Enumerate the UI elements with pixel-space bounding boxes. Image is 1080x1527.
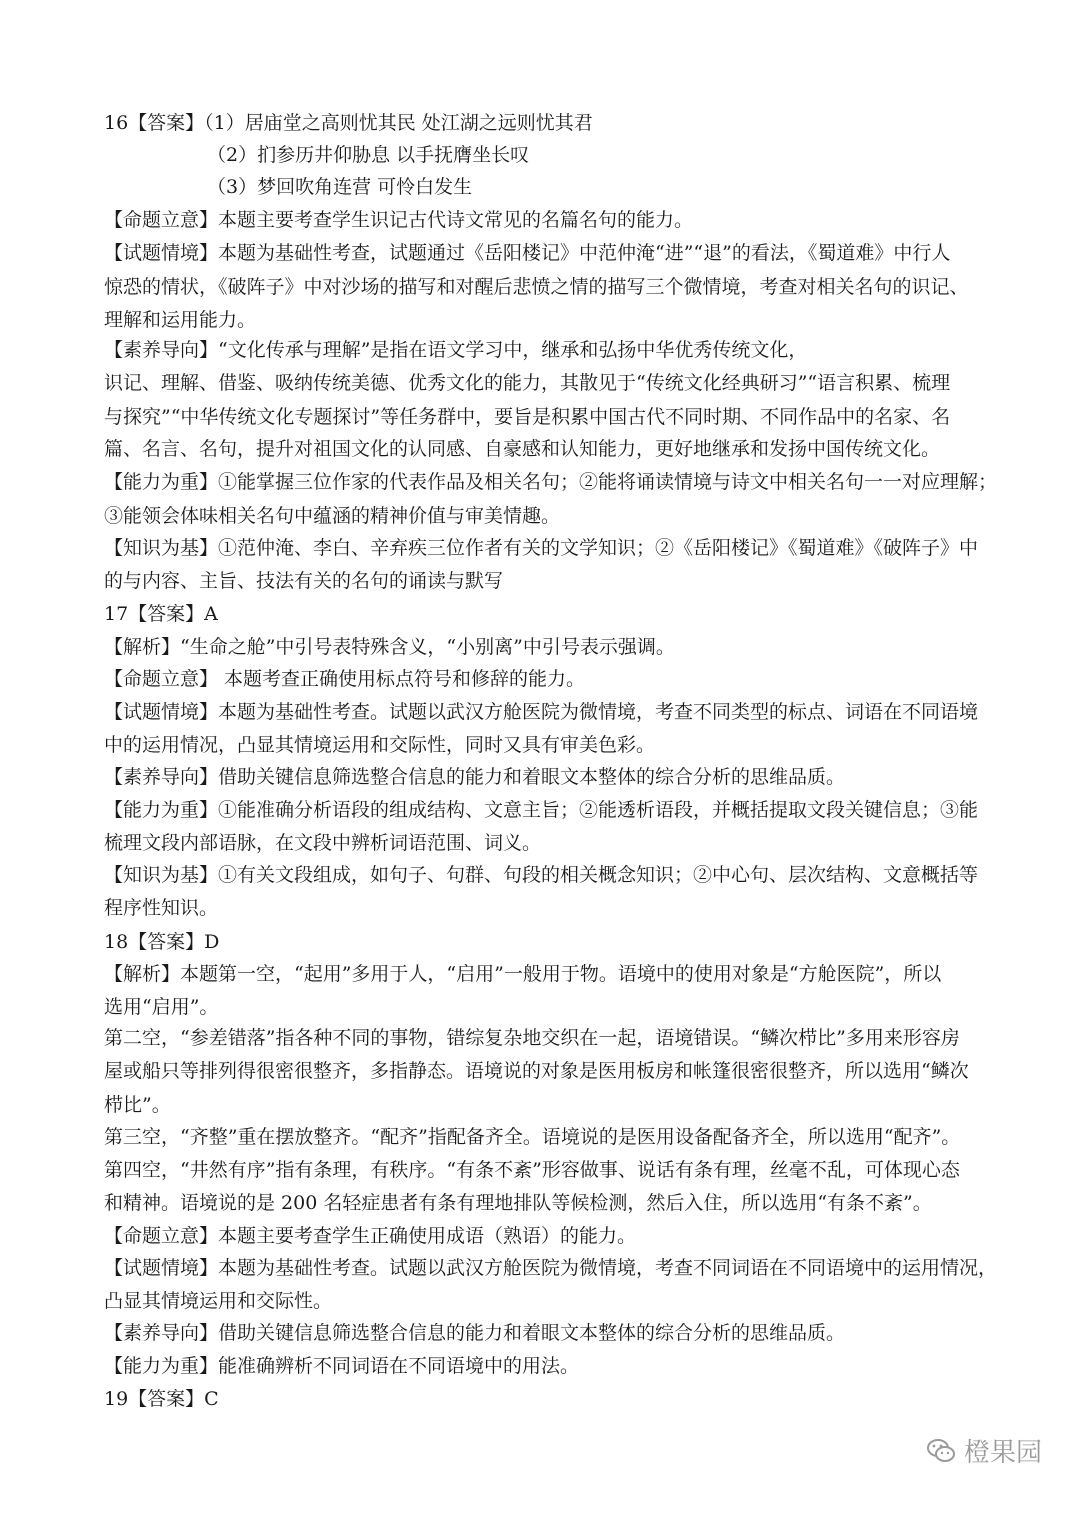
text-line: 惊恐的情状，《破阵子》中对沙场的描写和对醒后悲愤之情的描写三个微情境，考查对相关名句的识记、 — [104, 276, 969, 298]
text-line: 【知识为基】①范仲淹、李白、辛弃疾三位作者有关的文学知识；②《岳阳楼记》《蜀道难》《破阵子》中 — [104, 537, 979, 559]
text-line: 第三空，“齐整”重在摆放整齐。“配齐”指配备齐全。语境说的是医用设备配备齐全，所以选用“配齐”。 — [104, 1126, 961, 1148]
answer-16-part-2: （2）扪参历井仰胁息 以手抚膺坐长叹 — [207, 144, 530, 166]
text-line: 【素养导向】借助关键信息筛选整合信息的能力和着眼文本整体的综合分析的思维品质。 — [104, 766, 846, 788]
text-line: 【命题立意】本题主要考查学生正确使用成语（熟语）的能力。 — [104, 1225, 637, 1247]
text-line: 第四空，“井然有序”指有条理，有秩序。“有条不紊”形容做事、说话有条有理，丝毫不乱，可体现心态 — [104, 1159, 960, 1181]
answer-16-part-3: （3）梦回吹角连营 可怜白发生 — [207, 176, 473, 198]
text-line: 【知识为基】①有关文段组成，如句子、句群、句段的相关概念知识；②中心句、层次结构、文意概括等 — [104, 864, 979, 886]
text-line: 【能力为重】①能掌握三位作家的代表作品及相关名句；②能将诵读情境与诗文中相关名句一一对应理解； — [104, 471, 998, 493]
answer-18: 18【答案】D — [104, 931, 220, 953]
text-line: 凸显其情境运用和交际性。 — [104, 1290, 333, 1312]
text-line: 第二空，“参差错落”指各种不同的事物，错综复杂地交织在一起，语境错误。“鳞次栉比”多用来形容房 — [104, 1027, 960, 1049]
watermark — [926, 1432, 1042, 1469]
text-line: 栉比”。 — [104, 1094, 171, 1116]
text-line: 【命题立意】本题主要考查学生识记古代诗文常见的名篇名句的能力。 — [104, 209, 694, 231]
text-line: 【素养导向】借助关键信息筛选整合信息的能力和着眼文本整体的综合分析的思维品质。 — [104, 1322, 846, 1344]
text-line: 【能力为重】①能准确分析语段的组成结构、文意主旨；②能透析语段，并概括提取文段关键信息；③能 — [104, 799, 979, 821]
text-line: 【素养导向】“文化传承与理解”是指在语文学习中，继承和弘扬中华优秀传统文化， — [104, 339, 808, 361]
text-line: 和精神。语境说的是 200 名轻症患者有条有理地排队等候检测，然后入住，所以选用“有条不紊”。 — [104, 1192, 932, 1214]
text-line: 与探究”“中华传统文化专题探讨”等任务群中，要旨是积累中国古代不同时期、不同作品中的名家、名 — [104, 406, 951, 428]
answer-17: 17【答案】A — [104, 603, 218, 625]
text-line: ③能领会体味相关名句中蕴涵的精神价值与审美情趣。 — [104, 505, 561, 527]
watermark-text: 橙果园 — [963, 1438, 1042, 1468]
answer-19: 19【答案】C — [104, 1388, 219, 1410]
text-line: 【试题情境】本题为基础性考查，试题通过《岳阳楼记》中范仲淹“进”“退”的看法，《蜀道难》中行人 — [104, 242, 951, 264]
text-line: 中的运用情况，凸显其情境运用和交际性，同时又具有审美色彩。 — [104, 734, 656, 756]
text-line: 【解析】“生命之舱”中引号表特殊含义，“小别离”中引号表示强调。 — [104, 636, 675, 658]
text-line: 的与内容、主旨、技法有关的名句的诵读与默写 — [104, 570, 504, 592]
text-line: 理解和运用能力。 — [104, 309, 257, 331]
wechat-chat-bubble-icon — [926, 1438, 956, 1464]
text-line: 【解析】本题第一空，“起用”多用于人，“启用”一般用于物。语境中的使用对象是“方舱医院”，所以 — [104, 963, 942, 985]
text-line: 【试题情境】本题为基础性考查。试题以武汉方舱医院为微情境，考查不同词语在不同语境中的运用情况， — [104, 1257, 998, 1279]
text-line: 识记、理解、借鉴、吸纳传统美德、优秀文化的能力，其散见于“传统文化经典研习”“语言积累、梳理 — [104, 372, 951, 394]
answer-16: 16【答案】（1）居庙堂之高则忧其民 处江湖之远则忧其君 — [104, 112, 593, 134]
text-line: 【命题立意】 本题考查正确使用标点符号和修辞的能力。 — [104, 668, 586, 690]
text-line: 篇、名言、名句，提升对祖国文化的认同感、自豪感和认知能力，更好地继承和发扬中国传统文化。 — [104, 438, 941, 460]
text-line: 程序性知识。 — [104, 897, 219, 919]
text-line: 【能力为重】能准确辨析不同词语在不同语境中的用法。 — [104, 1355, 580, 1377]
text-line: 梳理文段内部语脉，在文段中辨析词语范围、词义。 — [104, 832, 542, 854]
text-line: 屋或船只等排列得很密很整齐，多指静态。语境说的对象是医用板房和帐篷很密很整齐，所以选用“鳞次 — [104, 1060, 969, 1082]
text-line: 【试题情境】本题为基础性考查。试题以武汉方舱医院为微情境，考查不同类型的标点、词语在不同语境 — [104, 701, 979, 723]
text-line: 选用“启用”。 — [104, 996, 219, 1018]
